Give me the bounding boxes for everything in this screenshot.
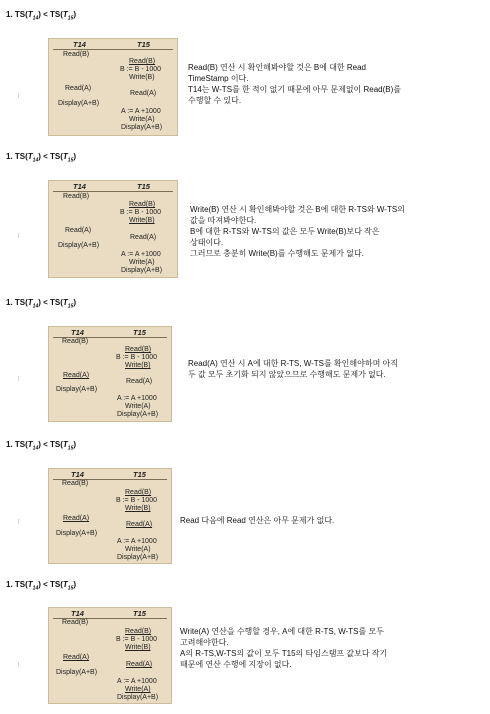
op-assign-a: A := A +1000 xyxy=(121,108,161,115)
t15-header: T15 xyxy=(137,182,150,191)
op-assign-a: A := A +1000 xyxy=(117,678,157,685)
schedule-card xyxy=(48,180,178,278)
op-read-b: Read(B) xyxy=(63,51,90,58)
op-assign-a: A := A +1000 xyxy=(117,395,157,402)
t15-header: T15 xyxy=(133,470,146,479)
schedule-card xyxy=(48,468,172,564)
op-assign-a: A := A +1000 xyxy=(117,538,157,545)
op-display-t15: Display(A+B) xyxy=(121,124,163,131)
op-read-a: Read(A) xyxy=(63,515,90,522)
t14-header: T14 xyxy=(71,328,84,337)
section-heading: 1. $TS(T_{14}) < TS(T_{15})$ xyxy=(6,152,77,164)
op-display-t15: Display(A+B) xyxy=(117,694,159,701)
op-read-a-t15: Read(A) xyxy=(126,378,153,385)
section-description: Read 다음에 Read 연산은 아무 문제가 없다. xyxy=(180,516,335,525)
op-read-b: Read(B) xyxy=(62,619,89,626)
op-read-a: Read(A) xyxy=(63,372,90,379)
op-assign-b: B := B - 1000 xyxy=(120,66,162,73)
margin-mark: | xyxy=(18,93,20,99)
margin-mark: | xyxy=(18,376,20,382)
t14-header: T14 xyxy=(73,182,86,191)
t15-header: T15 xyxy=(133,328,146,337)
schedule-card xyxy=(48,326,172,422)
op-read-b: Read(B) xyxy=(63,193,90,200)
op-write-b: Write(B) xyxy=(129,217,155,224)
op-read-a-t15: Read(A) xyxy=(130,90,157,97)
op-write-a: Write(A) xyxy=(125,546,151,553)
margin-mark: | xyxy=(18,233,20,239)
section-heading: 1. $TS(T_{14}) < TS(T_{15})$ xyxy=(6,298,77,310)
op-read-b-t15: Read(B) xyxy=(125,346,152,353)
op-write-a: Write(A) xyxy=(129,116,155,123)
op-display-t15: Display(A+B) xyxy=(117,554,159,561)
section-description: Read(A) 연산 시 A에 대한 R-TS, W-TS를 확인해야하며 아직 두 값 모두 초기화 되지 않았으므로 수행해도 문제가 없다. xyxy=(188,359,399,379)
op-read-b-t15: Read(B) xyxy=(125,489,152,496)
section-description: Write(A) 연산을 수행할 경우, A에 대한 R-TS, W-TS를 모두 고려해야한다. A의 R-TS,W-TS의 값이 모두 T15의 타임스탬프 값보다 작기 때문에 연산 수행에 지장이 없다. xyxy=(180,627,388,669)
op-read-a-t15: Read(A) xyxy=(126,661,153,668)
t15-header: T15 xyxy=(137,40,150,49)
op-display: Display(A+B) xyxy=(56,530,98,537)
op-write-b: Write(B) xyxy=(129,74,155,81)
section-description: Write(B) 연산 시 확인해봐야할 것은 B에 대한 R-TS와 W-TS의 값을 따져봐야한다. B에 대한 R-TS와 W-TS의 값은 모두 Write(B)보다 작은 상태이다. 그러므로 충분히 Write(B)를 수행해도 문제가 없다. xyxy=(190,205,405,258)
op-display-t15: Display(A+B) xyxy=(121,267,163,274)
op-assign-b: B := B - 1000 xyxy=(116,636,158,643)
section-description: Read(B) 연산 시 확인해봐야할 것은 B에 대한 Read TimeStamp 이다. T14는 W-TS를 한 적이 없기 때문에 아무 문제없이 Read(B)를 수행할 수 있다. xyxy=(188,63,402,105)
op-write-a: Write(A) xyxy=(129,259,155,266)
op-assign-b: B := B - 1000 xyxy=(120,209,162,216)
op-write-b: Write(B) xyxy=(125,505,151,512)
op-read-b-t15: Read(B) xyxy=(129,58,156,65)
section-heading: 1. $TS(T_{14}) < TS(T_{15})$ xyxy=(6,580,77,592)
section-heading: 1. $TS(T_{14}) < TS(T_{15})$ xyxy=(6,440,77,452)
t14-header: T14 xyxy=(73,40,86,49)
op-assign-a: A := A +1000 xyxy=(121,251,161,258)
schedule-card xyxy=(48,38,178,136)
t14-header: T14 xyxy=(71,470,84,479)
op-display-t15: Display(A+B) xyxy=(117,411,159,418)
op-read-a: Read(A) xyxy=(65,227,92,234)
op-read-b-t15: Read(B) xyxy=(129,201,156,208)
op-display: Display(A+B) xyxy=(58,242,100,249)
op-write-a: Write(A) xyxy=(125,686,151,693)
op-display: Display(A+B) xyxy=(58,100,100,107)
op-read-a: Read(A) xyxy=(63,654,90,661)
margin-mark: | xyxy=(18,519,20,525)
op-read-a: Read(A) xyxy=(65,85,92,92)
op-display: Display(A+B) xyxy=(56,386,98,393)
margin-mark: | xyxy=(18,662,20,668)
op-read-b-t15: Read(B) xyxy=(125,628,152,635)
t15-header: T15 xyxy=(133,609,146,618)
op-read-b: Read(B) xyxy=(62,338,89,345)
op-read-a-t15: Read(A) xyxy=(130,234,157,241)
op-display: Display(A+B) xyxy=(56,669,98,676)
op-assign-b: B := B - 1000 xyxy=(116,354,158,361)
op-write-a: Write(A) xyxy=(125,403,151,410)
op-write-b: Write(B) xyxy=(125,362,151,369)
op-assign-b: B := B - 1000 xyxy=(116,497,158,504)
t14-header: T14 xyxy=(71,609,84,618)
op-read-b: Read(B) xyxy=(62,480,89,487)
op-read-a-t15: Read(A) xyxy=(126,521,153,528)
section-heading: 1. $TS(T_{14}) < TS(T_{15})$ xyxy=(6,10,77,22)
schedule-card xyxy=(48,607,172,704)
op-write-b: Write(B) xyxy=(125,644,151,651)
